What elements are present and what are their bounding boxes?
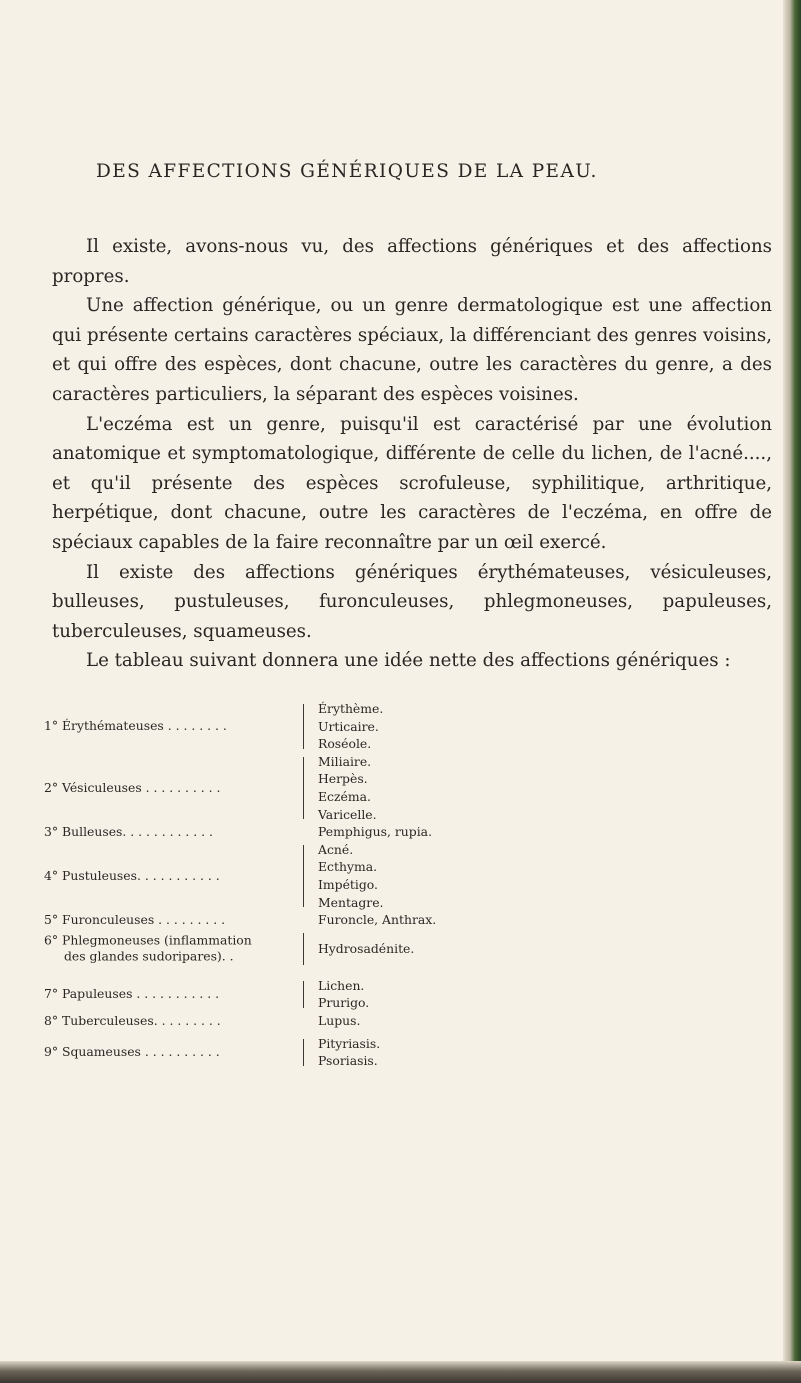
- list-item: Eczéma.: [318, 788, 371, 804]
- brace: [303, 1039, 311, 1066]
- brace: [303, 981, 311, 1008]
- table-row: [44, 911, 514, 929]
- brace: [303, 933, 311, 965]
- category-label: 4° Pustuleuses. . . . . . . . . . .: [44, 868, 220, 884]
- list-item: Ecthyma.: [318, 859, 378, 875]
- paragraph: Il existe des affections génériques érythémateuses, vésiculeuses, bulleuses, pustuleuses, furonculeuses, phlegmoneuses, papuleuses, tuberculeuses, squameuses.: [52, 561, 772, 642]
- items-list: [318, 700, 383, 753]
- paragraph: Le tableau suivant donnera une idée nette des affections génériques :: [86, 650, 731, 672]
- list-item: Prurigo.: [318, 995, 370, 1011]
- table-row: [44, 1035, 514, 1070]
- category-label: 1° Érythémateuses . . . . . . . .: [44, 718, 227, 734]
- items-list: [318, 911, 436, 929]
- table-row: [44, 1012, 514, 1030]
- list-item: Hydrosadénite.: [318, 940, 415, 956]
- brace: [303, 704, 311, 749]
- category-label: 7° Papuleuses . . . . . . . . . . .: [44, 986, 220, 1002]
- list-item: Miliaire.: [318, 753, 372, 769]
- list-item: Herpès.: [318, 771, 368, 787]
- list-item: Lichen.: [318, 977, 365, 993]
- list-item: Roséole.: [318, 736, 372, 752]
- list-item: Impétigo.: [318, 876, 378, 892]
- brace: [303, 845, 311, 907]
- items-list: [318, 841, 384, 911]
- paragraph: Une affection générique, ou un genre dermatologique est une affection qui présente certains caractères spéciaux, la différenciant des genres voisins, et qui offre des espèces, dont chacune, outre les caractères du genre, a des caractères particuliers, la séparant des espèces voisines.: [52, 295, 772, 405]
- category-label: 2° Vésiculeuses . . . . . . . . . .: [44, 780, 221, 796]
- paragraph: Il existe, avons-nous vu, des affections génériques et des affections propres.: [52, 236, 772, 287]
- items-list: [318, 1035, 380, 1070]
- page-edge-shadow: [783, 0, 801, 1383]
- list-item: Urticaire.: [318, 718, 379, 734]
- category-line: des glandes sudoripares). .: [64, 948, 234, 964]
- list-item: Érythème.: [318, 701, 384, 716]
- list-item: Furoncle, Anthrax.: [318, 912, 437, 928]
- items-list: [318, 753, 377, 823]
- table-row: [44, 929, 514, 969]
- items-list: [318, 977, 369, 1012]
- items-list: [318, 1012, 360, 1030]
- table-row: [44, 823, 514, 841]
- category-label: 9° Squameuses . . . . . . . . . .: [44, 1044, 220, 1060]
- brace: [303, 757, 311, 819]
- page-bottom-edge: [0, 1361, 801, 1383]
- classification-table: [44, 700, 514, 1070]
- table-row: [44, 700, 514, 753]
- category-label: 5° Furonculeuses . . . . . . . . .: [44, 912, 226, 928]
- list-item: Acné.: [318, 841, 354, 857]
- category-label: 8° Tuberculeuses. . . . . . . . .: [44, 1012, 221, 1028]
- category-label: 3° Bulleuses. . . . . . . . . . . .: [44, 824, 213, 840]
- list-item: Lupus.: [318, 1012, 361, 1028]
- table-row: [44, 841, 514, 911]
- list-item: Mentagre.: [318, 894, 384, 910]
- body-text: [52, 232, 772, 676]
- list-item: Pityriasis.: [318, 1035, 381, 1051]
- table-row: [44, 977, 514, 1012]
- paragraph: L'eczéma est un genre, puisqu'il est caractérisé par une évolution anatomique et symptomatologique, différente de celle du lichen, de l'acné...., et qu'il présente des espèces scrofuleuse, syphilitique, arthritique, herpétique, dont chacune, outre les caractères de l'eczéma, en offre de spéciaux capables de la faire reconnaître par un œil exercé.: [52, 413, 772, 553]
- list-item: Psoriasis.: [318, 1053, 378, 1069]
- category-label: [44, 932, 302, 965]
- category-line: 6° Phlegmoneuses (inflammation: [44, 932, 252, 948]
- items-list: [318, 940, 414, 958]
- page-header: DES AFFECTIONS GÉNÉRIQUES DE LA PEAU.: [96, 161, 598, 182]
- list-item: Pemphigus, rupia.: [318, 824, 433, 840]
- list-item: Varicelle.: [318, 806, 377, 822]
- table-row: [44, 753, 514, 823]
- items-list: [318, 823, 432, 841]
